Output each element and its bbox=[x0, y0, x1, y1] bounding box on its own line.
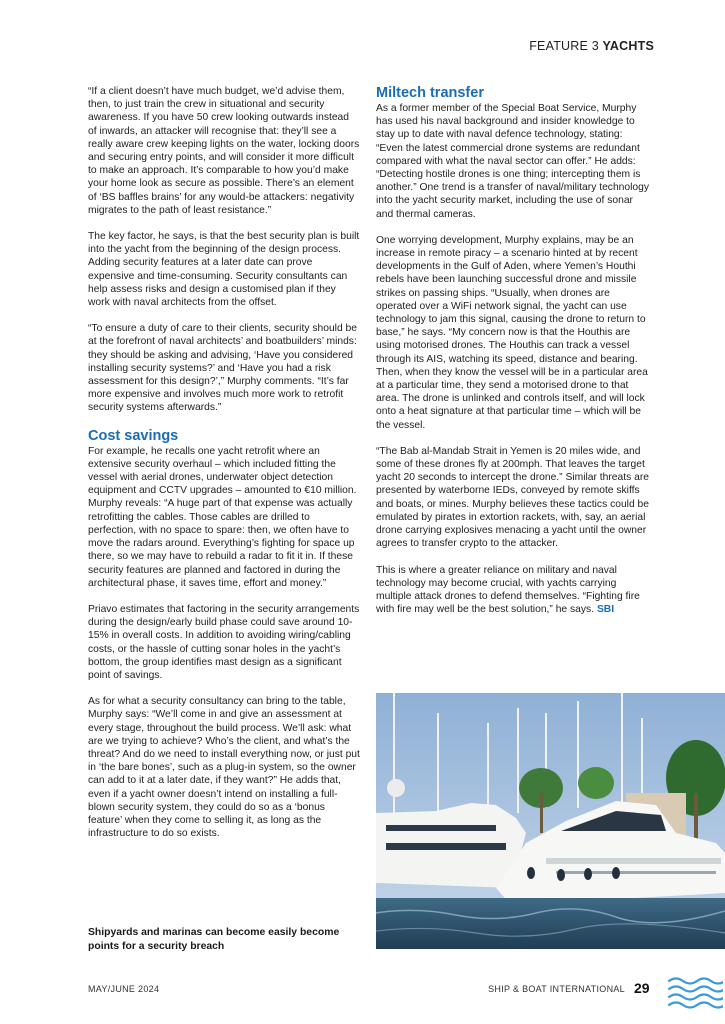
marina-photo bbox=[376, 693, 725, 949]
paragraph: The key factor, he says, is that the best security plan is built into the yacht from the beginning of the design process. Adding security features at a later date can prove expensive and time-consuming. Security consultants can help assess risks and design a customised plan if they work with naval architects from the offset. bbox=[88, 231, 360, 309]
paragraph: Priavo estimates that factoring in the security arrangements during the design/early build phase could save around 10-15% in overall costs. In addition to avoiding wiring/cabling costs, or the hassle of cutting sonar holes in the yacht’s bottom, the group identifies mast design as a significant point of savings. bbox=[88, 603, 360, 681]
paragraph-last bbox=[376, 564, 652, 617]
wave-logo-icon bbox=[667, 975, 723, 1009]
section-label: FEATURE 3 bbox=[529, 39, 599, 53]
subheading-miltech-transfer: Miltech transfer bbox=[376, 85, 484, 101]
section-topic: YACHTS bbox=[602, 39, 654, 53]
paragraph-text: This is where a greater reliance on military and naval technology may become crucial, with yachts carrying multiple attack drones to defend themselves. “Fighting fire with fire may well be the best solution,” he says. bbox=[376, 564, 640, 616]
photo-caption: Shipyards and marinas can become easily become points for a security breach bbox=[88, 927, 340, 952]
paragraph: For example, he recalls one yacht retrofit where an extensive security overhaul – which included fitting the vessel with aerial drones, underwater object detection equipment and CCTV upgrades – amounted to €10 million. Murphy reveals: “A huge part of that expense was actually retrofitting the cables. Those cables are drilled to perfection, with no space to spare: then, we often have to move the radars around. Everything’s fighting for space up there, so we may have to rebuild a radar to fit it in. If these security features are planned and factored in during the architectural phase, it saves time, effort and money.” bbox=[88, 445, 357, 589]
right-column bbox=[376, 85, 652, 629]
paragraph: One worrying development, Murphy explains, may be an increase in remote piracy – a scenario hinted at by recent developments in the Gulf of Aden, where Yemen’s Houthi rebels have been launching successful drone and missile strikes on passing ships. “Usually, when drones are operated over a WiFi network signal, the yacht can use technology to jam this signal, causing the drone to return to base,” he says. “My concern now is that the Houthis are using motorised drones. The Houthis can track a vessel through its AIS, watching its speed, distance and bearing. Then, when they know the vessel will be in a particular area at a particular time, they send a motorised drone to that area. The drone is unlinked and controls itself, and will lock onto a heat signature at that particular time – which will be the vessel. bbox=[376, 234, 648, 431]
paragraph: “The Bab al-Mandab Strait in Yemen is 20 miles wide, and some of these drones fly at 200mph. That leaves the target yacht 20 seconds to intercept the drone.” Similar threats are presented by waterborne IEDs, conveyed by remote skiffs and boats, or mines. Murphy believes these tactics could be emulated by pirates in extortion rackets, with, say, an aerial drone carrying explosives menacing a yacht until the owner agrees to transfer crypto to the attacker. bbox=[376, 445, 650, 550]
end-mark: SBI bbox=[596, 604, 615, 616]
left-column bbox=[88, 85, 360, 853]
paragraph: “To ensure a duty of care to their clients, security should be at the forefront of naval architects’ and boatbuilders’ minds: they should be asking and advising, ‘Have you considered installing security systems?’ and ‘Have you had a risk assessment for this design?’,” Murphy comments. “It’s far more expensive and involves much more work to retrofit security systems afterwards.” bbox=[88, 323, 358, 414]
publication-name: SHIP & BOAT INTERNATIONAL bbox=[488, 984, 625, 994]
paragraph: “If a client doesn’t have much budget, we’d advise them, then, to just train the crew in situational and security awareness. If you have 50 crew looking outwards instead of inwards, an attacker will recognise that: they’ll see a really aware crew keeping lights on the water, locking doors and securing entry points, and will consider it more difficult to make an approach. It’s comparable to how you’d make your home look as secure as possible. There’s an element of ‘BS baffles brains’ for any would-be attackers: negativity migrates to the path of least resistance.” bbox=[88, 86, 360, 216]
page-number: 29 bbox=[634, 980, 650, 996]
issue-date: MAY/JUNE 2024 bbox=[88, 984, 160, 994]
paragraph: As a former member of the Special Boat Service, Murphy has used his naval background and insider knowledge to stay up to date with naval defence technology, stating: “Even the latest commercial drone systems are redundant compared with what the naval sector can offer.” He adds: “Detecting hostile drones is one thing; intercepting them is another.” One trend is a transfer of naval/military technology into the yacht security market, including the use of sonar and thermal cameras. bbox=[376, 103, 650, 220]
paragraph: As for what a security consultancy can bring to the table, Murphy says: “We’ll come in and give an assessment at every stage, throughout the build process. We’ll ask: what are we trying to achieve? Who’s the client, and what’s the threat? And do we need to install everything now, or just put in ‘the bare bones’, such as a plug-in system, so the owner can add to it at a later date, if they want?” He adds that, even if a yacht owner doesn’t intend on installing a full-blown security system, they could do so as a ‘bonus feature’ when they come to selling it, as long as the infrastructure to do so exists. bbox=[88, 696, 360, 840]
section-header bbox=[529, 39, 654, 53]
subheading-cost-savings: Cost savings bbox=[88, 427, 179, 444]
